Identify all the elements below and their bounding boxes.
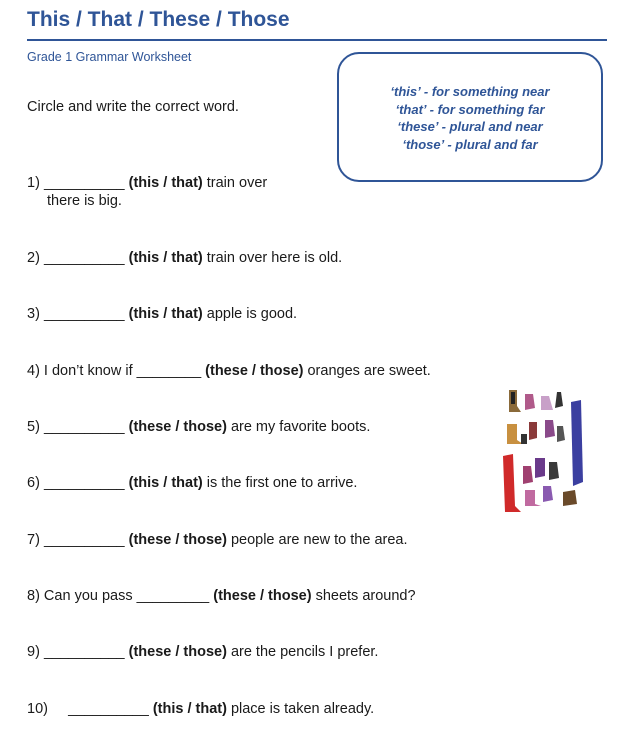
- answer-blank[interactable]: ________: [136, 363, 202, 379]
- question-text: are the pencils I prefer.: [226, 644, 379, 660]
- choice-options: (this / that): [128, 306, 203, 322]
- boot-icon: [557, 426, 565, 442]
- choice-options: (this / that): [152, 701, 227, 717]
- boots-illustration-icon: [499, 382, 589, 514]
- boot-icon: [535, 458, 545, 478]
- rule-line: ‘these’ - plural and near: [397, 119, 543, 134]
- boot-icon: [545, 420, 555, 438]
- answer-blank[interactable]: _________: [136, 588, 210, 604]
- boot-icon: [525, 394, 535, 410]
- question-6: [27, 474, 357, 492]
- question-text: is the first one to arrive.: [202, 475, 358, 491]
- question-number: 8): [27, 588, 40, 604]
- question-number: 5): [27, 419, 40, 435]
- worksheet-title: This / That / These / Those: [27, 8, 290, 31]
- question-text: are my favorite boots.: [226, 419, 371, 435]
- answer-blank[interactable]: __________: [43, 175, 125, 191]
- choice-options: (this / that): [128, 475, 203, 491]
- choice-options: (these / those): [205, 363, 304, 379]
- question-5: [27, 418, 370, 436]
- choice-options: (these / those): [213, 588, 312, 604]
- question-number: 1): [27, 175, 40, 191]
- rule-line: ‘those’ - plural and far: [402, 136, 538, 152]
- question-number: 6): [27, 475, 40, 491]
- boot-icon: [543, 486, 553, 502]
- question-8: [27, 587, 416, 605]
- answer-blank[interactable]: __________: [43, 306, 125, 322]
- choice-options: (this / that): [128, 250, 203, 266]
- title-divider: [27, 39, 607, 41]
- question-text: I don’t know if: [39, 363, 137, 379]
- question-number: 9): [27, 644, 40, 660]
- question-4: [27, 362, 431, 380]
- boot-icon: [503, 454, 521, 512]
- answer-blank[interactable]: __________: [43, 644, 125, 660]
- answer-blank[interactable]: __________: [43, 475, 125, 491]
- boot-icon: [507, 424, 523, 444]
- question-number: 3): [27, 306, 40, 322]
- rule-line: ‘that’ - for something far: [395, 101, 545, 117]
- answer-blank[interactable]: __________: [43, 250, 125, 266]
- boot-icon: [549, 462, 559, 480]
- question-number: 4): [27, 363, 40, 379]
- question-text: oranges are sweet.: [303, 363, 431, 379]
- question-text: sheets around?: [311, 588, 416, 604]
- boot-icon: [555, 392, 563, 408]
- boot-icon: [563, 490, 577, 506]
- question-text: place is taken already.: [226, 701, 375, 717]
- question-text: train over here is old.: [202, 250, 343, 266]
- question-text-continued: there is big.: [47, 193, 122, 209]
- rules-box: [337, 52, 603, 182]
- boot-icon: [523, 466, 533, 484]
- question-number: 10): [27, 701, 48, 717]
- boot-icon: [511, 392, 515, 404]
- question-7: [27, 531, 408, 549]
- choice-options: (these / those): [128, 419, 227, 435]
- choice-options: (this / that): [128, 175, 203, 191]
- boot-icon: [571, 400, 583, 486]
- choice-options: (these / those): [128, 644, 227, 660]
- worksheet-subtitle: Grade 1 Grammar Worksheet: [27, 50, 192, 64]
- boot-icon: [541, 396, 553, 410]
- answer-blank[interactable]: __________: [43, 532, 125, 548]
- boot-icon: [525, 490, 541, 506]
- question-10: [27, 700, 374, 718]
- answer-blank[interactable]: __________: [43, 419, 125, 435]
- choice-options: (these / those): [128, 532, 227, 548]
- question-text: Can you pass: [39, 588, 137, 604]
- boot-icon: [529, 422, 537, 440]
- question-text: apple is good.: [202, 306, 298, 322]
- answer-blank[interactable]: __________: [68, 701, 149, 717]
- question-number: 2): [27, 250, 40, 266]
- question-9: [27, 643, 378, 661]
- question-3: [27, 305, 297, 323]
- boot-icon: [521, 434, 527, 444]
- question-number: 7): [27, 532, 40, 548]
- question-text: train over: [202, 175, 268, 191]
- instructions: Circle and write the correct word.: [27, 99, 239, 115]
- rule-line: ‘this’ - for something near: [390, 84, 550, 99]
- question-text: people are new to the area.: [226, 532, 408, 548]
- question-1: [27, 174, 267, 210]
- question-2: [27, 249, 342, 267]
